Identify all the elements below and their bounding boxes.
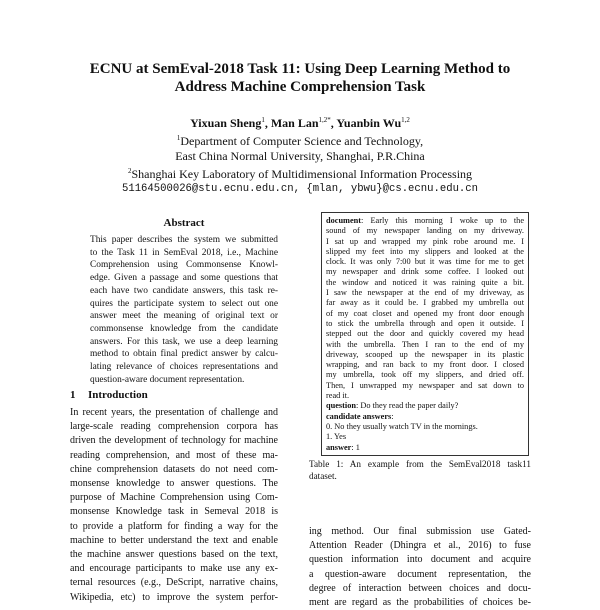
candidates-line: candidate answers: (326, 411, 394, 421)
caption-line: Table 1: An example from the SemEval2018 task11 (309, 459, 531, 469)
document-line: stepped out the door and quickly covered my head (326, 329, 524, 339)
intro-line: the machine answer questions based on the text, (70, 549, 278, 561)
document-line: sound of my newspaper landing on my driveway. (326, 226, 524, 236)
affiliation-2: $^2$Shanghai Key Laboratory of Multidimensional Information Processing (127, 167, 473, 181)
example-table (321, 212, 529, 456)
intro-line: driven the development of technology for machine (70, 435, 278, 447)
author-name: Yuanbin Wu (336, 116, 402, 130)
section-heading-introduction (70, 389, 148, 401)
intro-line: purpose of Machine Comprehension using Com- (70, 492, 278, 504)
candidate-answer-0: 0. No they usually watch TV in the mornings. (326, 421, 478, 431)
document-line: read it. (326, 391, 350, 401)
document-line: to stick the umbrella through and open it outside. I (326, 318, 524, 328)
intro-line: monsense knowledge to answer questions. The (70, 478, 278, 490)
document-line: Then, I unwrapped my newspaper and sat down to (326, 380, 524, 390)
intro-line: chine comprehension datasets do not need com- (70, 463, 278, 475)
document-line: driveway, scooped up the newspaper in its plastic (326, 349, 524, 359)
document-line: with the umbrella. Then I ran to the end of my (326, 339, 524, 349)
abstract-heading: Abstract (163, 217, 205, 229)
body-line: Attention Reader (Dhingra et al., 2016) to fuse (309, 540, 531, 552)
document-line: wrapping, and ran back to my front door. I closed (326, 360, 524, 370)
section-number: 1 (70, 389, 76, 401)
abstract-line: Comprehension using Commonsense Knowl- (90, 260, 278, 271)
title-line-1: ECNU at SemEval-2018 Task 11: Using Deep Learning Method to (89, 61, 511, 77)
body-line: question information into document and acquire (309, 554, 531, 566)
paper-title (60, 60, 540, 96)
intro-line: large-scale reading comprehension corpora has (70, 421, 278, 433)
right-column-body (309, 525, 531, 610)
document-line: my newspaper and drink some coffee. I looked out (326, 267, 524, 277)
intro-line: machine to better understand the text and enable (70, 534, 278, 546)
body-line: a question-aware document representation, the (309, 568, 531, 580)
question-line: question: Do they read the paper daily? (326, 401, 459, 411)
abstract-line: question-aware document representation. (90, 374, 245, 385)
caption-line: dataset. (309, 471, 337, 481)
intro-line: Wikipedia, etc) to improve the system perfor- (70, 591, 278, 603)
affiliation-1: $^1$Department of Computer Science and Technology, (176, 134, 424, 148)
author-name: Yixuan Sheng (190, 116, 262, 130)
document-line: I saw the newspaper at the end of my driveway, as (326, 288, 524, 298)
abstract-line: edge. Given a passage and some questions that (90, 273, 278, 284)
table-caption (309, 458, 531, 482)
abstract-line: This paper describes the system we submitted (90, 235, 278, 245)
intro-line: monsense Knowledge task in Semeval 2018 is (70, 506, 278, 518)
document-line: far away as it could be. I grabbed my umbrella out (326, 298, 524, 308)
author-name: Man Lan (270, 116, 319, 130)
author-names: Yixuan Sheng$^1$, Man Lan$^{1,2*}$, Yuanbin Wu$^{1,2}$ (190, 116, 410, 130)
abstract-line: method to obtain final predict answer by calcu- (90, 349, 278, 360)
abstract-line: each have two candidate answers, this task re- (90, 285, 278, 296)
document-line: clock. It was only 7:00 but it was time for me to get (326, 257, 524, 267)
abstract-line: answer meet the meaning of original text or (90, 311, 278, 322)
document-line: of my coat closet and opened my front door enough (326, 308, 524, 318)
abstract-line: commonsense knowledge from the candidate (90, 323, 278, 334)
abstract-body (90, 234, 278, 386)
section-title: Introduction (88, 389, 148, 401)
body-line: ing method. Our final submission use Gated- (309, 526, 531, 537)
abstract-line: lating relevance of choices representations and (90, 362, 278, 373)
candidate-answer-1: 1. Yes (326, 432, 347, 442)
title-line-2: Address Machine Comprehension Task (174, 79, 426, 95)
document-line: the window and noticed it was raining quite a bit. (326, 277, 524, 287)
document-line: document: Early this morning I woke up to the (326, 216, 524, 225)
body-line: degree of interaction between choices and docu- (309, 582, 531, 594)
document-label: document (326, 216, 362, 225)
intro-line: In recent years, the presentation of challenge and (70, 407, 278, 418)
author-emails: 51164500026@stu.ecnu.edu.cn, {mlan, ybwu}@cs.ecnu.edu.cn (121, 183, 478, 195)
document-line: slipped my feet into my slippers and looked at the (326, 246, 524, 256)
answer-line: answer: 1 (326, 442, 360, 452)
abstract-line: to the Task 11 in SemEval 2018, i.e., Machine (90, 247, 278, 258)
introduction-body (70, 406, 278, 605)
abstract-line: quires the participate system to select out one (90, 298, 278, 309)
intro-line: and encourage participants to make use any ex- (70, 563, 278, 575)
intro-line: reading comprehension, and most of these ma- (70, 449, 278, 461)
author-block (60, 113, 540, 197)
document-line: my umbrella, took off my slippers, and dried off. (326, 370, 524, 380)
answer-label: answer (326, 442, 352, 452)
body-line: ment are regard as the probabilities of choices be- (309, 597, 531, 609)
document-line: I sat up and wrapped my pink robe around me. I (326, 236, 524, 246)
intro-line: to provide a platform for finding a way for the (70, 520, 278, 532)
abstract-line: answers. For this task, we use a deep learning (90, 336, 278, 347)
candidates-label: candidate answers (326, 411, 392, 421)
affiliation-1-line-2: East China Normal University, Shanghai, P.R.China (175, 149, 425, 163)
intro-line: ternal resources (e.g., DeScript, narrative chains, (70, 577, 278, 589)
question-label: question (326, 401, 356, 411)
